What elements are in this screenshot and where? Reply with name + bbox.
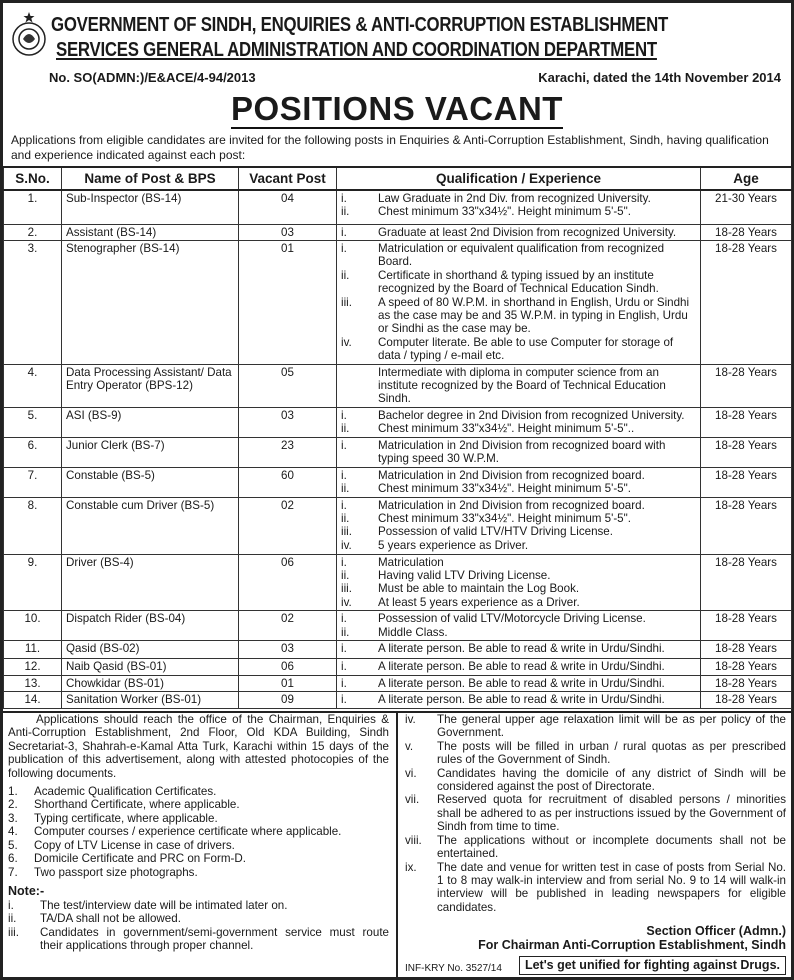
qualification-cell [337,641,701,659]
column-header: S.No. [4,167,62,190]
post-name: Sanitation Worker (BS-01) [62,692,239,709]
reference-number: No. SO(ADMN:)/E&ACE/4-94/2013 [49,70,256,85]
serial-number: 11. [4,641,62,659]
qualification-item: iii. Possession of valid LTV/HTV Driving License. [341,525,613,539]
notes-list-left [8,899,389,953]
post-name: Data Processing Assistant/ Data Entry Operator (BPS-12) [62,364,239,407]
vacant-count: 03 [239,641,337,659]
qualification-item: i. Graduate at least 2nd Division from recognized University. [341,225,677,239]
serial-number: 9. [4,554,62,611]
age-range: 18-28 Years [701,659,792,675]
note-item: ii. TA/DA shall not be allowed. [8,912,181,926]
document-item: 2. Shorthand Certificate, where applicable. [8,798,240,812]
organization-name: GOVERNMENT OF SINDH, ENQUIRIES & ANTI-CORRUPTION ESTABLISHMENT [51,13,669,36]
qualification-item: i. A literate person. Be able to read & write in Urdu/Sindhi. [341,676,665,690]
age-range: 18-28 Years [701,364,792,407]
signature-block [405,924,786,952]
vacant-count: 02 [239,611,337,641]
table-row [4,611,792,641]
department-name: SERVICES GENERAL ADMINISTRATION AND COORDINATION DEPARTMENT [56,38,657,61]
qualification-item: ii. Middle Class. [341,625,448,639]
qualification-item: ii. Chest minimum 33"x34½". Height minimum 5'-5". [341,482,631,495]
qualification-cell [337,407,701,437]
age-range: 18-28 Years [701,467,792,497]
issue-date: Karachi, dated the 14th November 2014 [538,70,781,85]
note-item: iv. The general upper age relaxation limit will be as per policy of the Government. [405,713,786,740]
note-item: vii. Reserved quota for recruitment of disabled persons / minorities shall be adhered to as per instructions issued by the Government of Sindh from time to time. [405,793,786,834]
post-name: Stenographer (BS-14) [62,240,239,364]
qualification-item: i. Bachelor degree in 2nd Division from recognized University. [341,408,685,422]
qualification-item: ii. Certificate in shorthand & typing issued by an institute recognized by the Board of Technical Education Sindh. [341,268,659,296]
table-row [4,497,792,554]
age-range: 18-28 Years [701,407,792,437]
vacant-count: 06 [239,659,337,675]
qualification-item: i. Matriculation [341,555,444,569]
vacant-count: 02 [239,497,337,554]
intro-text: Applications from eligible candidates are invited for the following posts in Enquiries & Anti-Corruption Establishment, Sindh, having qualification and experience indicated against each post: [11,133,769,162]
post-name: Junior Clerk (BS-7) [62,437,239,467]
qualification-cell [337,437,701,467]
post-name: Constable cum Driver (BS-5) [62,497,239,554]
qualification-cell [337,190,701,224]
slogan-box: Let's get unified for fighting against Drugs. [519,956,786,975]
signatory-title: Section Officer (Admn.) [646,924,786,939]
note-item: iii. Candidates in government/semi-government service must route their applications through proper channel. [8,925,389,953]
page-title: POSITIONS VACANT [231,90,563,127]
post-name: Dispatch Rider (BS-04) [62,611,239,641]
instructions-text: Applications should reach the office of the Chairman, Enquiries & Anti-Corruption Establishment, 2nd Floor, Old KDA Building, Sindh Secretariat-3, Shahrah-e-Kamal Atta Turk, Karachi within 15 days of the publication of this advertisement, along with attested photocopies of the following documents. [8,713,389,780]
serial-number: 6. [4,437,62,467]
age-range: 18-28 Years [701,240,792,364]
qualification-item: ii. Chest minimum 33"x34½". Height minimum 5'-5".. [341,422,635,436]
age-range: 18-28 Years [701,437,792,467]
qualification-item: i. A literate person. Be able to read & write in Urdu/Sindhi. [341,660,665,674]
qualification-item: i. Matriculation in 2nd Division from recognized board. [341,498,645,512]
vacant-count: 60 [239,467,337,497]
document-item: 1. Academic Qualification Certificates. [8,785,217,799]
serial-number: 14. [4,692,62,709]
post-name: Qasid (BS-02) [62,641,239,659]
document-item: 6. Domicile Certificate and PRC on Form-D. [8,852,246,866]
post-name: Driver (BS-4) [62,554,239,611]
serial-number: 7. [4,467,62,497]
qualification-item: i. A literate person. Be able to read & write in Urdu/Sindhi. [341,642,665,656]
table-header-row [4,167,792,190]
document-item: 4. Computer courses / experience certificate where applicable. [8,825,342,839]
qualification-item: i. Matriculation in 2nd Division from recognized board. [341,468,645,482]
left-column [3,713,398,977]
table-row [4,437,792,467]
qualification-cell [337,611,701,641]
column-header: Vacant Post [239,167,337,190]
note-item: ix. The date and venue for written test in case of posts from Serial No. 1 to 8 may walk-in interview and from serial No. 9 to 14 will walk-in interview will be published in leading newspapers for eligible candidates. [405,860,786,914]
post-name: Assistant (BS-14) [62,224,239,240]
qualification-item: ii. Chest minimum 33"x34½". Height minimum 5'-5". [341,512,631,525]
qualification-cell [337,659,701,675]
vacant-count: 03 [239,407,337,437]
qualification-cell [337,675,701,691]
vacant-count: 23 [239,437,337,467]
right-column [398,713,791,977]
vacant-count: 01 [239,675,337,691]
serial-number: 10. [4,611,62,641]
table-row [4,641,792,659]
qualification-cell [337,364,701,407]
post-name: Sub-Inspector (BS-14) [62,190,239,224]
document-item: 5. Copy of LTV License in case of drivers. [8,838,235,852]
age-range: 18-28 Years [701,692,792,709]
post-name: Naib Qasid (BS-01) [62,659,239,675]
vacant-count: 09 [239,692,337,709]
vacant-count: 05 [239,364,337,407]
qualification-item: iii. A speed of 80 W.P.M. in shorthand in English, Urdu or Sindhi as the case may be and 35 W.P.M. in typing in English, Urdu or Sindhi as the case may be. [341,295,690,336]
qualification-item: iv. 5 years experience as Driver. [341,538,529,552]
qualification-item: ii. Chest minimum 33"x34½". Height minimum 5'-5". [341,205,631,219]
documents-list [8,785,389,879]
qualification-cell [337,224,701,240]
note-item: viii. The applications without or incomplete documents shall not be entertained. [405,833,786,861]
serial-number: 1. [4,190,62,224]
note-label: Note:- [8,883,45,898]
column-header: Age [701,167,792,190]
qualification-item: i. Possession of valid LTV/Motorcycle Driving License. [341,612,646,626]
age-range: 18-28 Years [701,675,792,691]
qualification-item: i. Matriculation in 2nd Division from recognized board with typing speed 30 W.P.M. [341,438,666,466]
table-row [4,467,792,497]
vacant-count: 01 [239,240,337,364]
table-row [4,675,792,691]
table-row [4,554,792,611]
post-name: ASI (BS-9) [62,407,239,437]
qualification-item: iii. Must be able to maintain the Log Book. [341,582,580,596]
qualification-item: i. Law Graduate in 2nd Div. from recognized University. [341,192,651,205]
qualification-item: i. A literate person. Be able to read & write in Urdu/Sindhi. [341,693,665,707]
post-name: Chowkidar (BS-01) [62,675,239,691]
age-range: 18-28 Years [701,611,792,641]
column-header: Qualification / Experience [337,167,701,190]
age-range: 18-28 Years [701,497,792,554]
inf-number: INF-KRY No. 3527/14 [405,963,502,975]
vacant-count: 03 [239,224,337,240]
table-row [4,190,792,224]
table-row [4,364,792,407]
note-item: v. The posts will be filled in urban / rural quotas as per prescribed rules of the Government of Sindh. [405,739,786,767]
vacant-count: 06 [239,554,337,611]
note-item: i. The test/interview date will be intimated later on. [8,898,288,912]
serial-number: 2. [4,224,62,240]
serial-number: 4. [4,364,62,407]
document-item: 7. Two passport size photographs. [8,865,198,879]
serial-number: 8. [4,497,62,554]
qualification-cell [337,467,701,497]
table-row [4,692,792,709]
table-row [4,407,792,437]
table-row [4,659,792,675]
qualification-cell [337,497,701,554]
serial-number: 12. [4,659,62,675]
sindh-government-seal-icon [11,11,47,59]
qualification-cell [337,554,701,611]
document-item: 3. Typing certificate, where applicable. [8,811,218,825]
signatory-office: For Chairman Anti-Corruption Establishment, Sindh [478,938,786,953]
serial-number: 3. [4,240,62,364]
qualification-item: Intermediate with diploma in computer science from an institute recognized by the Board of Technical Education Sindh. [378,365,666,406]
qualification-item: iv. At least 5 years experience as a Driver. [341,595,580,609]
note-item: vi. Candidates having the domicile of any district of Sindh will be considered against the post of Directorate. [405,766,786,794]
qualification-item: ii. Having valid LTV Driving License. [341,569,551,582]
age-range: 18-28 Years [701,641,792,659]
application-instructions [3,711,791,977]
serial-number: 13. [4,675,62,691]
age-range: 21-30 Years [701,190,792,224]
age-range: 18-28 Years [701,224,792,240]
age-range: 18-28 Years [701,554,792,611]
table-row [4,240,792,364]
table-row [4,224,792,240]
positions-table [3,166,792,709]
footer-row [405,956,786,975]
column-header: Name of Post & BPS [62,167,239,190]
qualification-item: i. Matriculation or equivalent qualification from recognized Board. [341,241,665,269]
qualification-item: iv. Computer literate. Be able to use Computer for storage of data / typing / e-mail etc. [341,335,674,363]
qualification-cell [337,240,701,364]
notes-list-right [405,713,786,914]
post-name: Constable (BS-5) [62,467,239,497]
qualification-cell [337,692,701,709]
vacant-count: 04 [239,190,337,224]
header [3,3,791,163]
serial-number: 5. [4,407,62,437]
